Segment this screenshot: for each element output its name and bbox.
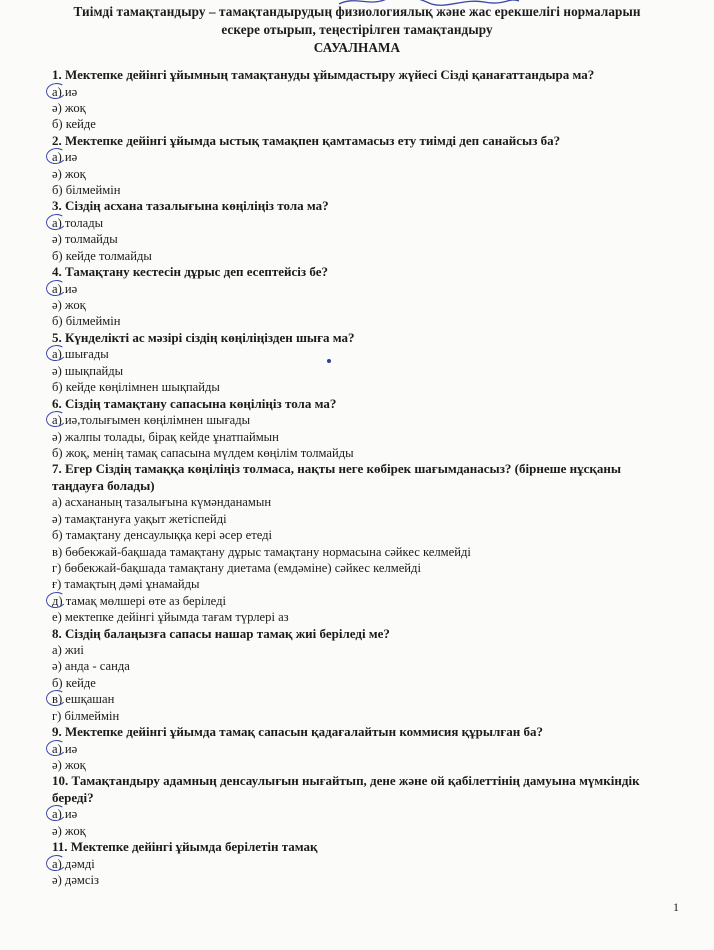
answer-option[interactable]: а) жиі xyxy=(52,643,84,658)
question-text: 9. Мектепке дейінгі ұйымда тамақ сапасын қадағалайтын коммисия құрылған ба? xyxy=(52,724,543,740)
answer-option[interactable]: а) иә xyxy=(52,281,652,297)
title-line-2: ескере отырып, теңестірілген тамақтандыру xyxy=(221,22,493,37)
answer-option[interactable]: ә) жалпы толады, бірақ кейде ұнатпаймын xyxy=(52,429,279,444)
answer-option[interactable]: б) кейде xyxy=(52,675,96,690)
answer-option[interactable]: д) тамақ мөлшері өте аз беріледі xyxy=(52,593,652,609)
question-text: 5. Күнделікті ас мәзірі сіздің көңіліңізден шыға ма? xyxy=(52,329,355,345)
answer-option[interactable]: ғ) тамақтың дәмі ұнамайды xyxy=(52,577,200,592)
answer-option[interactable]: ә) дәмсіз xyxy=(52,873,99,888)
question-text: 3. Сіздің асхана тазалығына көңіліңіз тола ма? xyxy=(52,198,329,214)
answer-option[interactable]: а) иә xyxy=(52,84,652,100)
question-3 xyxy=(52,198,652,264)
answer-option[interactable]: ә) жоқ xyxy=(52,166,86,181)
answer-option[interactable]: а) иә xyxy=(52,741,652,757)
question-4 xyxy=(52,264,652,330)
answer-option[interactable]: г) білмеймін xyxy=(52,708,120,723)
question-text: 2. Мектепке дейінгі ұйымда ыстық тамақпен қамтамасыз ету тиімді деп санайсыз ба? xyxy=(52,132,561,148)
answer-option[interactable]: а) иә xyxy=(52,806,652,822)
answer-option[interactable]: ә) жоқ xyxy=(52,823,86,838)
page-number: 1 xyxy=(673,900,679,914)
question-7 xyxy=(52,461,652,625)
answer-option[interactable]: в) бөбекжай-бақшада тамақтану дұрыс тамақтану нормасына сәйкес келмейді xyxy=(52,544,471,559)
answer-option[interactable]: ә) толмайды xyxy=(52,232,118,247)
answer-option[interactable]: ә) анда - санда xyxy=(52,659,130,674)
question-text: 10. Тамақтандыру адамның денсаулығын нығайтып, дене және ой қабілеттінің дамуына мүмкіндік береді? xyxy=(52,773,640,805)
question-8 xyxy=(52,626,652,725)
question-text: 1. Мектепке дейінгі ұйымның тамақтануды ұйымдастыру жүйесі Сізді қанағаттандыра ма? xyxy=(52,67,595,82)
question-9 xyxy=(52,724,652,773)
answer-option[interactable]: б) кейде xyxy=(52,117,96,132)
answer-option[interactable]: а) шығады xyxy=(52,346,652,362)
answer-option[interactable]: б) білмеймін xyxy=(52,183,121,198)
pen-dot-mark xyxy=(327,359,331,363)
answer-option[interactable]: б) жоқ, менің тамақ сапасына мүлдем көңілім толмайды xyxy=(52,445,354,460)
answer-option[interactable]: е) мектепке дейінгі ұйымда тағам түрлері аз xyxy=(52,610,289,625)
answer-option[interactable]: а) дәмді xyxy=(52,856,652,872)
answer-option[interactable]: г) бөбекжай-бақшада тамақтану диетама (емдәміне) сәйкес келмейді xyxy=(52,560,421,575)
question-2 xyxy=(52,133,652,199)
answer-option[interactable]: б) білмеймін xyxy=(52,314,121,329)
answer-option[interactable]: б) кейде толмайды xyxy=(52,248,152,263)
answer-option[interactable]: ә) шықпайды xyxy=(52,363,124,378)
answer-option[interactable]: б) тамақтану денсаулыққа кері әсер етеді xyxy=(52,528,273,543)
question-text: 7. Егер Сіздің тамаққа көңіліңіз толмаса, нақты неге көбірек шағымданасыз? (бірнеше нұсқаны таңдауға болады) xyxy=(52,461,621,493)
answer-option[interactable]: а) асхананың тазалығына күмәнданамын xyxy=(52,495,272,510)
question-5 xyxy=(52,330,652,396)
question-text: 8. Сіздің балаңызға сапасы нашар тамақ жиі беріледі ме? xyxy=(52,625,390,641)
answer-option[interactable]: а) иә xyxy=(52,149,652,165)
answer-option[interactable]: а) толады xyxy=(52,215,652,231)
answer-option[interactable]: б) кейде көңілімнен шықпайды xyxy=(52,380,220,395)
question-1 xyxy=(52,67,652,133)
question-10 xyxy=(52,773,652,839)
answer-option[interactable]: ә) жоқ xyxy=(52,298,86,313)
question-6 xyxy=(52,396,652,462)
title-block xyxy=(0,3,714,57)
question-text: 6. Сіздің тамақтану сапасына көңіліңіз тола ма? xyxy=(52,395,337,411)
answer-option[interactable]: в) ешқашан xyxy=(52,691,652,707)
question-text: 4. Тамақтану кестесін дұрыс деп есептейсіз бе? xyxy=(52,264,328,280)
title-line-1: Тиімді тамақтандыру – тамақтандырудың физиологиялық және жас ерекшелігі нормаларын xyxy=(73,4,641,19)
answer-option[interactable]: а) иә,толығымен көңілімнен шығады xyxy=(52,412,652,428)
answer-option[interactable]: ә) жоқ xyxy=(52,758,86,772)
questions-list xyxy=(52,67,652,889)
question-text: 11. Мектепке дейінгі ұйымда берілетін тамақ xyxy=(52,839,318,855)
question-11 xyxy=(52,839,652,888)
survey-heading: САУАЛНАМА xyxy=(313,40,401,55)
answer-option[interactable]: ә) жоқ xyxy=(52,100,86,115)
answer-option[interactable]: ә) тамақтануға уақыт жетіспейді xyxy=(52,511,227,526)
